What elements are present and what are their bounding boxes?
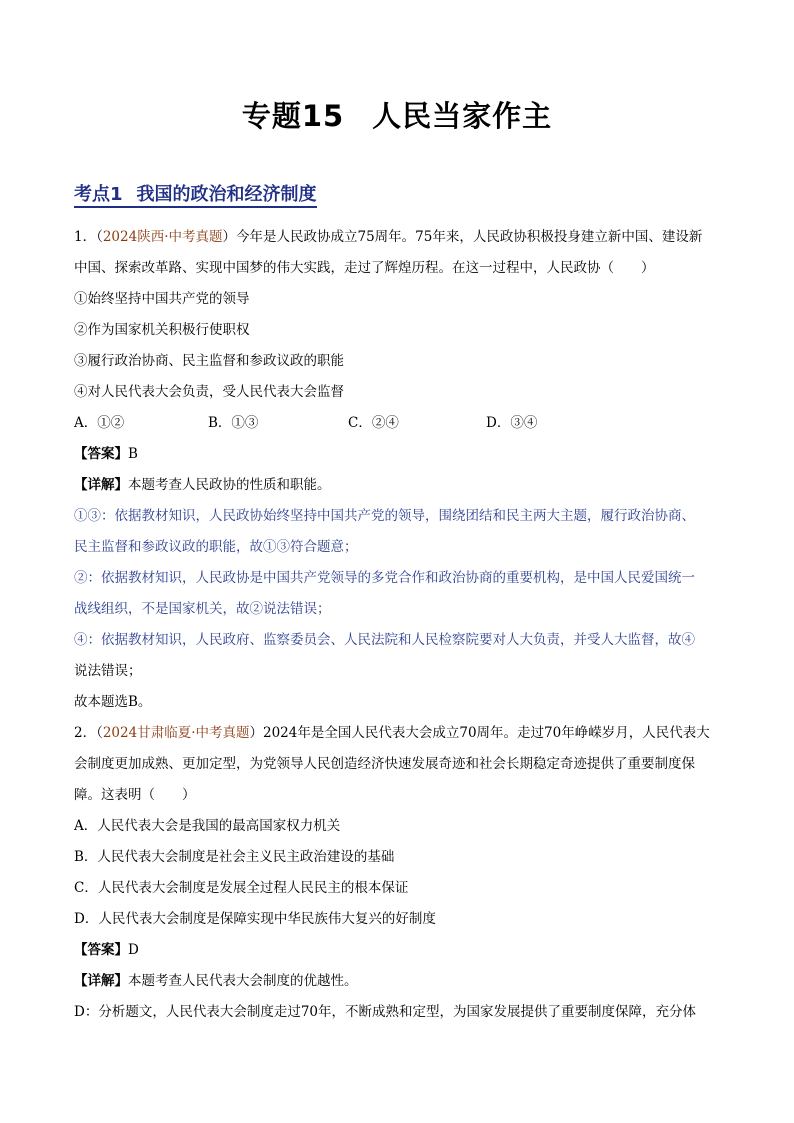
section-name: 我国的政治和经济制度 (136, 184, 317, 205)
section-heading (74, 184, 317, 208)
title-number: 专题15 (241, 99, 345, 133)
q1-detail: 【详解】本题考查人民政协的性质和职能。 (74, 477, 331, 493)
section-label: 考点1 (74, 184, 123, 205)
q1-option-d: D．③④ (486, 415, 538, 431)
title-text: 人民当家作主 (372, 99, 553, 133)
q1-answer: 【答案】B (74, 446, 138, 462)
q1-stem-line1: 1．（2024陕西·中考真题）今年是人民政协成立75周年。75年来，人民政协积极投身建立新中国、建设新 (74, 229, 703, 245)
q1-option-a: A．①② (74, 415, 125, 431)
q1-item: ④对人民代表大会负责，受人民代表大会监督 (74, 384, 344, 400)
q1-analysis-line: ①③：依据教材知识，人民政协始终坚持中国共产党的领导，围绕团结和民主两大主题，履行政治协商、 (74, 508, 695, 524)
q2-stem-line2: 会制度更加成熟、更加定型，为党领导人民创造经济快速发展奇迹和社会长期稳定奇迹提供了重要制度保 (74, 756, 695, 772)
q1-options (74, 408, 722, 439)
q2-detail: 【详解】本题考查人民代表大会制度的优越性。 (74, 973, 358, 989)
content (74, 222, 722, 1028)
q1-item: ①始终坚持中国共产党的领导 (74, 291, 250, 307)
q2-stem-line1: 2．（2024甘肃临夏·中考真题）2024年是全国人民代表大会成立70周年。走过70年峥嵘岁月，人民代表大 (74, 725, 710, 741)
q1-source: 2024陕西·中考真题 (102, 229, 223, 245)
q1-option-b: B．①③ (208, 415, 259, 431)
q2-option-d: D．人民代表大会制度是保障实现中华民族伟大复兴的好制度 (74, 911, 436, 927)
q2-option-c: C．人民代表大会制度是发展全过程人民民主的根本保证 (74, 880, 409, 896)
q1-analysis-line: ④：依据教材知识，人民政府、监察委员会、人民法院和人民检察院要对人大负责，并受人大监督，故④ (74, 632, 695, 648)
q2-stem-line3: 障。这表明（ ） (74, 787, 196, 803)
q1-analysis-line: ②：依据教材知识，人民政协是中国共产党领导的多党合作和政治协商的重要机构，是中国人民爱国统一 (74, 570, 695, 586)
q1-stem-line2: 中国、探索改革路、实现中国梦的伟大实践，走过了辉煌历程。在这一过程中，人民政协（ ） (74, 260, 655, 276)
q1-analysis-line: 说法错误； (74, 663, 142, 679)
q1-conclusion: 故本题选B。 (74, 694, 152, 710)
q1-analysis-line: 战线组织，不是国家机关，故②说法错误； (74, 601, 331, 617)
q1-item: ③履行政治协商、民主监督和参政议政的职能 (74, 353, 344, 369)
q2-option-b: B．人民代表大会制度是社会主义民主政治建设的基础 (74, 849, 395, 865)
q1-analysis-line: 民主监督和参政议政的职能，故①③符合题意； (74, 539, 358, 555)
q1-option-c: C．②④ (348, 415, 399, 431)
q2-analysis-line: D：分析题文，人民代表大会制度走过70年，不断成熟和定型，为国家发展提供了重要制度保障，充分体 (74, 1004, 697, 1020)
page-title (0, 94, 794, 135)
q2-option-a: A．人民代表大会是我国的最高国家权力机关 (74, 818, 341, 834)
q2-answer: 【答案】D (74, 942, 139, 958)
q2-source: 2024甘肃临夏·中考真题 (102, 725, 250, 741)
q1-item: ②作为国家机关积极行使职权 (74, 322, 250, 338)
